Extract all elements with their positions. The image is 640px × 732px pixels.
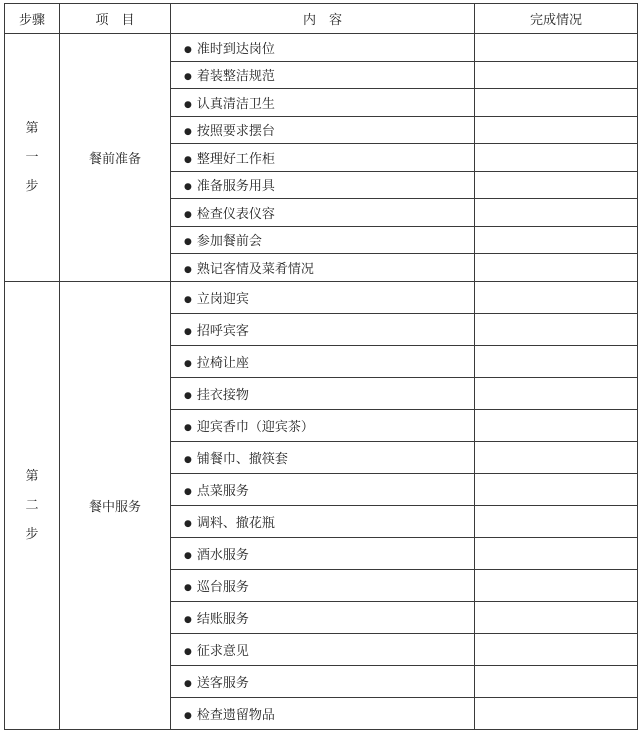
content-item-label: 熟记客情及菜肴情况 [196,261,314,277]
content-item [171,345,475,377]
content-item-label: 酒水服务 [196,547,249,563]
status-cell[interactable] [475,116,638,144]
content-item-label: 迎宾香巾（迎宾茶） [196,419,314,435]
content-item [171,313,475,345]
bullet-icon: ● [184,326,192,337]
table-row [5,281,638,313]
content-item [171,569,475,601]
status-cell[interactable] [475,697,638,729]
content-item [171,473,475,505]
status-cell[interactable] [475,281,638,313]
status-cell[interactable] [475,226,638,254]
bullet-icon: ● [184,237,192,248]
content-item [171,171,475,199]
content-item [171,226,475,254]
status-cell[interactable] [475,89,638,117]
content-item [171,441,475,473]
content-item-label: 点菜服务 [196,483,249,499]
bullet-icon: ● [184,518,192,529]
status-cell[interactable] [475,441,638,473]
content-item-label: 招呼宾客 [196,323,249,339]
step-cell [5,281,60,729]
content-item-label: 整理好工作柜 [196,151,275,167]
content-item-label: 参加餐前会 [196,234,262,250]
bullet-icon: ● [184,264,192,275]
step-char: 一 [25,149,39,165]
status-cell[interactable] [475,633,638,665]
content-item-label: 检查仪表仪容 [196,206,275,222]
step-cell [5,34,60,282]
header-content: 内 容 [171,4,475,34]
step-char: 步 [25,526,39,542]
bullet-icon: ● [184,99,192,110]
content-item-label: 送客服务 [196,675,249,691]
status-cell[interactable] [475,254,638,282]
bullet-icon: ● [184,44,192,55]
status-cell[interactable] [475,505,638,537]
status-cell[interactable] [475,569,638,601]
content-item-label: 征求意见 [196,643,249,659]
bullet-icon: ● [184,390,192,401]
header-row [5,4,638,34]
content-item [171,254,475,282]
bullet-icon: ● [184,358,192,369]
content-item-label: 立岗迎宾 [196,291,249,307]
bullet-icon: ● [184,154,192,165]
status-cell[interactable] [475,537,638,569]
header-step: 步骤 [5,4,60,34]
status-cell[interactable] [475,473,638,505]
bullet-icon: ● [184,127,192,138]
header-status: 完成情况 [475,4,638,34]
project-cell: 餐前准备 [60,34,171,282]
project-cell: 餐中服务 [60,281,171,729]
status-cell[interactable] [475,345,638,377]
status-cell[interactable] [475,313,638,345]
bullet-icon: ● [184,678,192,689]
bullet-icon: ● [184,614,192,625]
status-cell[interactable] [475,601,638,633]
content-item [171,633,475,665]
section-1 [5,34,638,282]
content-item [171,144,475,172]
table-row [5,34,638,62]
content-item [171,505,475,537]
content-item [171,281,475,313]
content-item-label: 拉椅让座 [196,355,249,371]
content-item [171,697,475,729]
content-item-label: 按照要求摆台 [196,124,275,140]
content-item-label: 检查遗留物品 [196,707,275,723]
content-item-label: 着装整洁规范 [196,69,275,85]
content-item-label: 调料、撤花瓶 [196,515,275,531]
section-2 [5,281,638,729]
step-char: 步 [25,178,39,194]
content-item [171,377,475,409]
bullet-icon: ● [184,710,192,721]
content-item-label: 挂衣接物 [196,387,249,403]
content-item-label: 巡台服务 [196,579,249,595]
content-item [171,34,475,62]
bullet-icon: ● [184,72,192,83]
content-item [171,409,475,441]
header-project: 项 目 [60,4,171,34]
bullet-icon: ● [184,294,192,305]
status-cell[interactable] [475,377,638,409]
step-char: 第 [25,120,39,136]
bullet-icon: ● [184,646,192,657]
content-item-label: 结账服务 [196,611,249,627]
bullet-icon: ● [184,486,192,497]
status-cell[interactable] [475,409,638,441]
step-char: 第 [25,468,39,484]
content-item-label: 准时到达岗位 [196,41,275,57]
bullet-icon: ● [184,422,192,433]
status-cell[interactable] [475,144,638,172]
content-item [171,199,475,227]
bullet-icon: ● [184,182,192,193]
service-checklist-table [4,3,638,730]
content-item-label: 准备服务用具 [196,179,275,195]
content-item-label: 认真清洁卫生 [196,96,275,112]
status-cell[interactable] [475,199,638,227]
status-cell[interactable] [475,61,638,89]
step-char: 二 [25,497,39,513]
status-cell[interactable] [475,665,638,697]
content-item [171,665,475,697]
content-item [171,601,475,633]
content-item [171,116,475,144]
content-item-label: 铺餐巾、撤筷套 [196,451,288,467]
bullet-icon: ● [184,550,192,561]
bullet-icon: ● [184,582,192,593]
status-cell[interactable] [475,34,638,62]
content-item [171,89,475,117]
status-cell[interactable] [475,171,638,199]
content-item [171,537,475,569]
bullet-icon: ● [184,454,192,465]
content-item [171,61,475,89]
bullet-icon: ● [184,209,192,220]
